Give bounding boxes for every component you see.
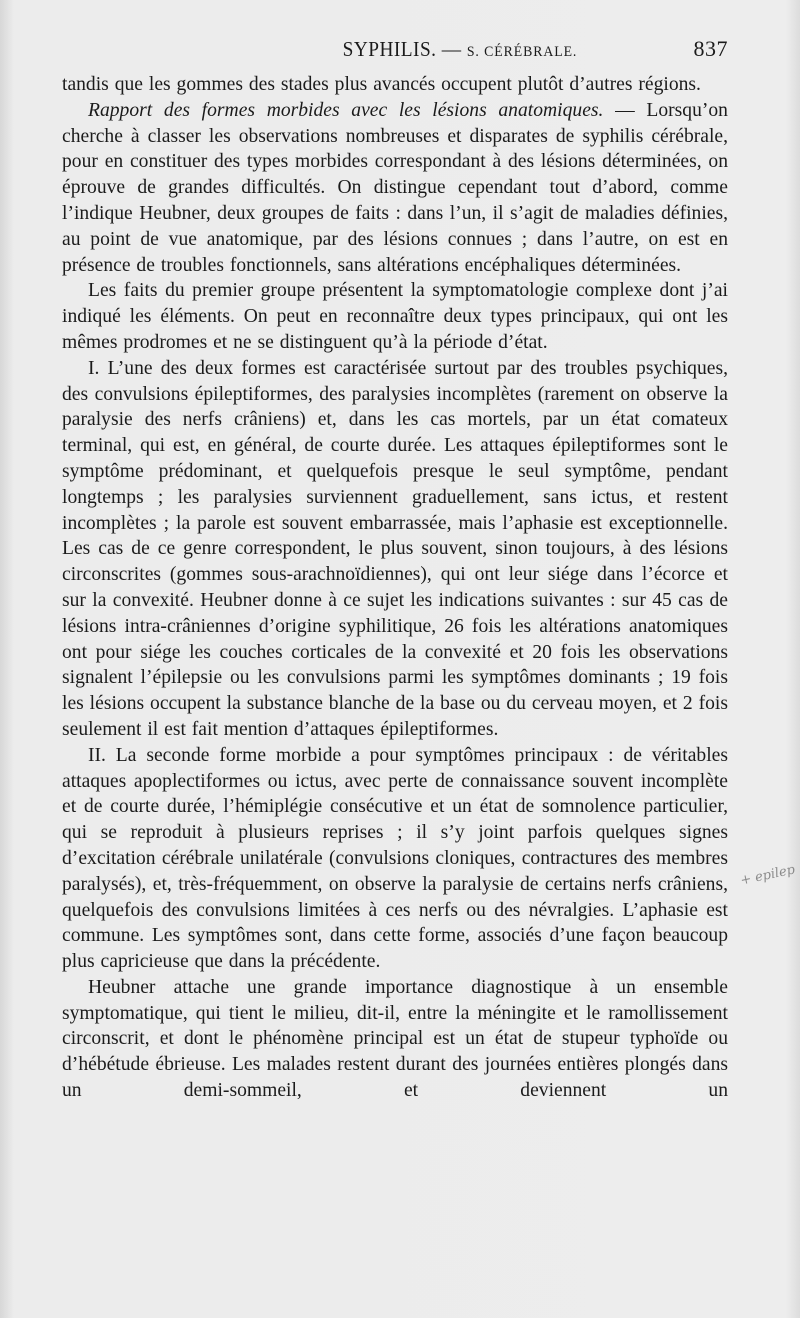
running-title-section: S. CÉRÉBRALE. <box>466 44 578 60</box>
running-title-main: SYPHILIS. — <box>342 37 467 61</box>
paragraph-heubner: Heubner attache une grande importance diagnostique à un ensemble symptomatique, qui tient le milieu, dit-il, entre la méningite et le ramollissement circonscrit, et dont le phénomène principal est un état de stupeur typhoïde ou d’hébétude ébrieuse. Les malades restent durant des journées entières plongés dans un demi-sommeil, et deviennent un <box>62 976 728 1102</box>
paragraph-continuation: tandis que les gommes des stades plus avancés occupent plutôt d’autres régions. <box>62 74 701 95</box>
handwritten-margin-note: + epilep <box>739 862 797 889</box>
paragraph-forme-ii: II. La seconde forme morbide a pour symptômes principaux : de véritables attaques apoplectiformes ou ictus, avec perte de connaissance souvent incomplète et de courte durée, l’hémiplégie consécutive et un état de somnolence particulier, qui se reproduit à plusieurs reprises ; il s’y joint parfois quelques signes d’excitation cérébrale unilatérale (convulsions cloniques, contractures des membres paralysés), et, très-fréquemment, on observe la paralysie de certains nerfs crâniens, quelquefois des convulsions limitées à ces nerfs ou des névralgies. L’aphasie est commune. Les symptômes sont, dans cette forme, associés d’une façon beaucoup plus capricieuse que dans la précédente. <box>62 744 728 973</box>
running-title <box>269 37 652 62</box>
section-heading-italic: Rapport des formes morbides avec les lésions anatomiques. <box>88 99 604 121</box>
paragraph-forme-i: I. L’une des deux formes est caractérisée surtout par des troubles psychiques, des convulsions épileptiformes, des paralysies incomplètes (rarement on observe la paralysie des nerfs crâniens) et, dans les cas mortels, par un état comateux terminal, qui est, en général, de courte durée. Les attaques épileptiformes sont le symptôme prédominant, et quelquefois presque le seul symptôme, pendant longtemps ; les paralysies surviennent graduellement, sans ictus, et restent incomplètes ; la parole est souvent embarrassée, mais l’aphasie est exceptionnelle. Les cas de ce genre correspondent, le plus souvent, sinon toujours, à des lésions circonscrites (gommes sous-arachnoïdiennes), qui ont leur siége dans l’écorce et sur la convexité. Heubner donne à ce sujet les indications suivantes : sur 45 cas de lésions intra-crâniennes d’origine syphilitique, 26 fois les altérations anatomiques ont pour siége les couches corticales de la convexité et 20 fois les observations signalent l’épilepsie ou les convulsions parmi les symptômes dominants ; 19 fois les lésions occupent la substance blanche de la base ou du cerveau moyen, et 2 fois seulement il est fait mention d’attaques épileptiformes. <box>62 357 728 740</box>
running-header <box>62 36 728 72</box>
body-text <box>62 72 728 1104</box>
paragraph-rapport <box>62 98 728 279</box>
paragraph-premier-groupe: Les faits du premier groupe présentent la symptomatologie complexe dont j’ai indiqué les éléments. On peut en reconnaître deux types principaux, qui ont les mêmes prodromes et ne se distinguent qu’à la période d’état. <box>62 280 728 353</box>
paragraph-rapport-text: — Lorsqu’on cherche à classer les observations nombreuses et disparates de syphilis cérébrale, pour en constituer des types morbides correspondant à des lésions déterminées, on éprouve de grandes difficultés. On distingue cependant tout d’abord, comme l’indique Heubner, deux groupes de faits : dans l’un, il s’agit de maladies définies, au point de vue anatomique, par des lésions connues ; dans l’autre, on est en présence de troubles fonctionnels, sans altérations encéphaliques déterminées. <box>62 99 728 276</box>
page-number: 837 <box>693 36 728 61</box>
